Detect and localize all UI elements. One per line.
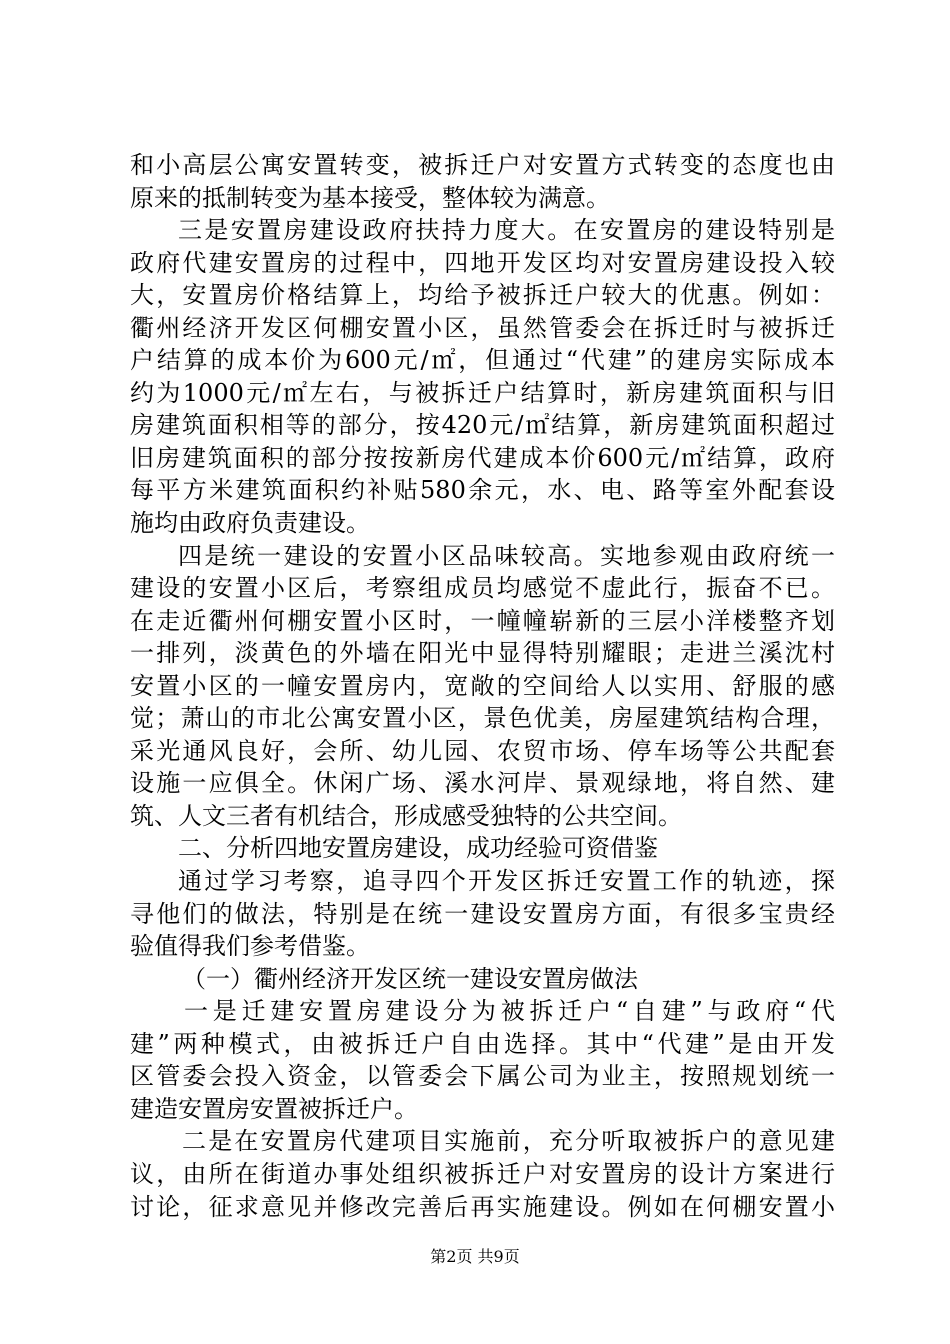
text-line: 建”两种模式，由被拆迁户自由选择。其中“代建”是由开发: [130, 1029, 835, 1058]
text-line: 三是安置房建设政府扶持力度大。在安置房的建设特别是: [178, 216, 835, 245]
page-footer: [0, 1247, 950, 1267]
page-number-label: 第2页 共9页: [430, 1247, 520, 1266]
text-line: 和小高层公寓安置转变，被拆迁户对安置方式转变的态度也由: [130, 151, 835, 179]
text-line: 原来的抵制转变为基本接受，整体较为满意。: [130, 183, 610, 212]
text-line: 约为1000元/㎡左右，与被拆迁户结算时，新房建筑面积与旧: [130, 378, 835, 407]
text-line: 每平方米建筑面积约补贴580余元，水、电、路等室外配套设: [130, 476, 835, 505]
text-line: 四是统一建设的安置小区品味较高。实地参观由政府统一: [178, 541, 835, 570]
text-line: 通过学习考察，追寻四个开发区拆迁安置工作的轨迹，探: [178, 867, 835, 896]
text-line: 二是在安置房代建项目实施前，充分听取被拆户的意见建: [182, 1127, 835, 1156]
text-line: 一排列，淡黄色的外墙在阳光中显得特别耀眼；走进兰溪沈村: [130, 639, 835, 668]
text-line: 议，由所在街道办事处组织被拆迁户对安置房的设计方案进行: [130, 1159, 835, 1188]
text-line: 衢州经济开发区何棚安置小区，虽然管委会在拆迁时与被拆迁: [130, 313, 835, 342]
text-line: 建造安置房安置被拆迁户。: [130, 1094, 418, 1123]
text-line: 政府代建安置房的过程中，四地开发区均对安置房建设投入较: [130, 248, 835, 277]
text-line: 户结算的成本价为600元/㎡，但通过“代建”的建房实际成本: [130, 346, 835, 375]
text-line: 施均由政府负责建设。: [130, 509, 370, 538]
text-line: 一是迁建安置房建设分为被拆迁户“自建”与政府“代: [184, 997, 835, 1026]
text-line: 在走近衢州何棚安置小区时，一幢幢崭新的三层小洋楼整齐划: [130, 606, 835, 635]
text-line: 房建筑面积相等的部分，按420元/㎡结算，新房建筑面积超过: [130, 411, 835, 440]
text-line: 区管委会投入资金，以管委会下属公司为业主，按照规划统一: [130, 1062, 835, 1091]
text-line: 筑、人文三者有机结合，形成感受独特的公共空间。: [130, 801, 682, 830]
text-line: 寻他们的做法，特别是在统一建设安置房方面，有很多宝贵经: [130, 899, 835, 928]
text-line: 采光通风良好，会所、幼儿园、农贸市场、停车场等公共配套: [130, 736, 835, 765]
text-line: 讨论，征求意见并修改完善后再实施建设。例如在何棚安置小: [130, 1192, 835, 1221]
text-line: 大，安置房价格结算上，均给予被拆迁户较大的优惠。例如：: [130, 281, 835, 310]
text-line: 设施一应俱全。休闲广场、溪水河岸、景观绿地，将自然、建: [130, 769, 835, 798]
text-line: 建设的安置小区后，考察组成员均感觉不虚此行，振奋不已。: [130, 574, 835, 603]
text-line: 安置小区的一幢安置房内，宽敞的空间给人以实用、舒服的感: [130, 671, 835, 700]
document-body: [130, 149, 835, 1223]
text-line: 二、分析四地安置房建设，成功经验可资借鉴: [178, 834, 658, 863]
text-line: 验值得我们参考借鉴。: [130, 932, 370, 961]
text-line: 旧房建筑面积的部分按按新房代建成本价600元/㎡结算，政府: [130, 443, 835, 472]
text-line: 觉；萧山的市北公寓安置小区，景色优美，房屋建筑结构合理，: [130, 704, 835, 733]
text-line: （一）衢州经济开发区统一建设安置房做法: [182, 964, 638, 993]
